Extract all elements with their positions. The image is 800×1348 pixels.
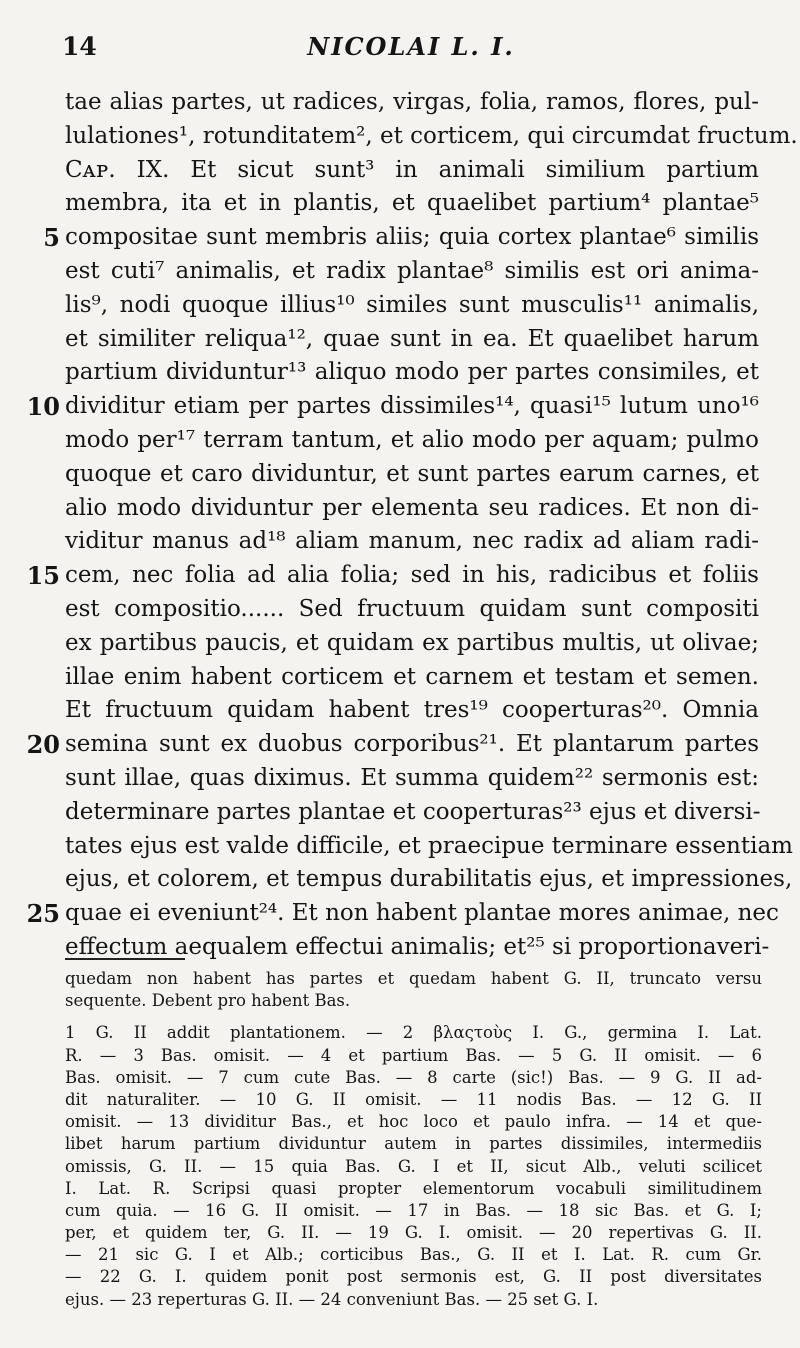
footnote-text: Bas. omisit. — 7 cum cute Bas. — 8 carte (sic!) Bas. — 9 G. II ad- xyxy=(65,1067,762,1087)
text-line xyxy=(0,356,800,390)
text-line xyxy=(0,796,800,830)
footnote-text: — 21 sic G. I et Alb.; corticibus Bas., G. II et I. Lat. R. cum Gr. xyxy=(65,1245,762,1265)
text-line xyxy=(0,120,800,154)
line-text: dividitur etiam per partes dissimiles¹⁴, quasi¹⁵ lutum uno¹⁶ xyxy=(65,393,759,420)
footnote-rule xyxy=(65,958,185,960)
main-text xyxy=(0,86,800,965)
text-line xyxy=(0,897,800,931)
line-number: 15 xyxy=(26,561,60,591)
footnote-text: ejus. — 23 reperturas G. II. — 24 conveniunt Bas. — 25 set G. I. xyxy=(65,1289,599,1309)
line-text: tae alias partes, ut radices, virgas, folia, ramos, flores, pul- xyxy=(65,89,759,115)
text-line xyxy=(0,762,800,796)
line-text: Et fructuum quidam habent tres¹⁹ cooperturas²⁰. Omnia xyxy=(65,697,759,724)
text-line xyxy=(0,154,800,188)
page-header xyxy=(62,30,760,70)
text-line xyxy=(0,525,800,559)
footnote-line xyxy=(0,1111,800,1133)
line-text: sunt illae, quas diximus. Et summa quidem²² sermonis est: xyxy=(65,764,759,791)
text-line xyxy=(0,187,800,221)
text-line xyxy=(0,627,800,661)
footnote-line xyxy=(0,1089,800,1111)
running-head: NICOLAI L. I. xyxy=(307,32,515,61)
text-line xyxy=(0,492,800,526)
text-line xyxy=(0,289,800,323)
footnote-text: 1 G. II addit plantationem. — 2 βλαςτοὺς I. G., germina I. Lat. xyxy=(65,1023,762,1043)
line-text: illae enim habent corticem et carnem et testam et semen. xyxy=(65,663,759,690)
line-text: et similiter reliqua¹², quae sunt in ea. Et quaelibet harum xyxy=(65,325,759,352)
footnote-text: R. — 3 Bas. omisit. — 4 et partium Bas. — 5 G. II omisit. — 6 xyxy=(65,1045,762,1065)
text-line xyxy=(0,728,800,762)
line-text: tates ejus est valde difficile, et praecipue terminare essentiam xyxy=(65,832,793,859)
text-line xyxy=(0,830,800,864)
line-text: lulationes¹, rotunditatem², et corticem, qui circumdat fructum. xyxy=(65,122,798,149)
footnote-line xyxy=(0,1222,800,1244)
line-text: quoque et caro dividuntur, et sunt partes earum carnes, et xyxy=(65,460,759,487)
footnote-line xyxy=(0,1200,800,1222)
text-line xyxy=(0,221,800,255)
text-line xyxy=(0,390,800,424)
text-line xyxy=(0,694,800,728)
line-text: Cᴀᴘ. IX. Et sicut sunt³ in animali similium partium xyxy=(65,156,759,183)
footnote-text: omisit. — 13 dividitur Bas., et hoc loco et paulo infra. — 14 et que- xyxy=(65,1112,762,1132)
footnote-line xyxy=(0,968,800,990)
footnote-gap xyxy=(0,1012,800,1022)
line-text: compositae sunt membris aliis; quia cortex plantae⁶ similis xyxy=(65,224,759,251)
footnote-text: sequente. Debent pro habent Bas. xyxy=(65,991,351,1011)
line-text: ejus, et colorem, et tempus durabilitatis ejus, et impressiones, xyxy=(65,866,793,893)
line-number: 20 xyxy=(26,730,60,760)
line-text: modo per¹⁷ terram tantum, et alio modo per aquam; pulmo xyxy=(65,426,759,453)
footnote-line xyxy=(0,1022,800,1044)
footnote-line xyxy=(0,1266,800,1288)
footnote-line xyxy=(0,1289,800,1311)
footnote-line xyxy=(0,1067,800,1089)
line-text: lis⁹, nodi quoque illius¹⁰ similes sunt musculis¹¹ animalis, xyxy=(65,291,759,318)
footnote-text: I. Lat. R. Scripsi quasi propter elementorum vocabuli similitudinem xyxy=(65,1178,762,1198)
footnote-text: per, et quidem ter, G. II. — 19 G. I. omisit. — 20 repertivas G. II. xyxy=(65,1223,762,1243)
text-line xyxy=(0,255,800,289)
line-text: determinare partes plantae et cooperturas²³ ejus et diversi- xyxy=(65,798,761,825)
line-text: effectum aequalem effectui animalis; et²⁵ si proportionaveri- xyxy=(65,933,770,960)
text-line xyxy=(0,559,800,593)
footnote-line xyxy=(0,1244,800,1266)
line-text: ex partibus paucis, et quidam ex partibus multis, ut olivae; xyxy=(65,629,759,656)
line-text: membra, ita et in plantis, et quaelibet partium⁴ plantae⁵ xyxy=(65,190,759,217)
footnote-line xyxy=(0,1133,800,1155)
line-number: 10 xyxy=(26,392,60,422)
text-line xyxy=(0,86,800,120)
page-number: 14 xyxy=(62,32,97,61)
line-text: quae ei eveniunt²⁴. Et non habent plantae mores animae, nec xyxy=(65,900,779,927)
line-number: 25 xyxy=(26,899,60,929)
text-line xyxy=(0,458,800,492)
footnote-line xyxy=(0,1045,800,1067)
footnote-line xyxy=(0,990,800,1012)
line-text: est cuti⁷ animalis, et radix plantae⁸ similis est ori anima- xyxy=(65,257,759,284)
footnotes xyxy=(0,968,800,1311)
footnote-text: omissis, G. II. — 15 quia Bas. G. I et II, sicut Alb., veluti scilicet xyxy=(65,1156,762,1176)
text-line xyxy=(0,661,800,695)
line-text: cem, nec folia ad alia folia; sed in his, radicibus et foliis xyxy=(65,562,759,589)
footnote-text: cum quia. — 16 G. II omisit. — 17 in Bas. — 18 sic Bas. et G. I; xyxy=(65,1200,762,1220)
line-text: semina sunt ex duobus corporibus²¹. Et plantarum partes xyxy=(65,731,759,758)
text-line xyxy=(0,593,800,627)
line-text: alio modo dividuntur per elementa seu radices. Et non di- xyxy=(65,494,759,521)
footnote-text: libet harum partium dividuntur autem in partes dissimiles, intermediis xyxy=(65,1134,762,1154)
line-text: partium dividuntur¹³ aliquo modo per partes consimiles, et xyxy=(65,359,759,386)
line-text: est compositio...... Sed fructuum quidam sunt compositi xyxy=(65,595,759,622)
line-text: viditur manus ad¹⁸ aliam manum, nec radix ad aliam radi- xyxy=(65,528,759,555)
footnote-text: quedam non habent has partes et quedam habent G. II, truncato versu xyxy=(65,969,762,988)
text-line xyxy=(0,424,800,458)
footnote-text: dit naturaliter. — 10 G. II omisit. — 11 nodis Bas. — 12 G. II xyxy=(65,1089,762,1109)
footnote-line xyxy=(0,1178,800,1200)
text-line xyxy=(0,863,800,897)
footnote-line xyxy=(0,1156,800,1178)
text-line xyxy=(0,323,800,357)
footnote-text: — 22 G. I. quidem ponit post sermonis est, G. II post diversitates xyxy=(65,1267,762,1287)
line-number: 5 xyxy=(43,223,60,253)
